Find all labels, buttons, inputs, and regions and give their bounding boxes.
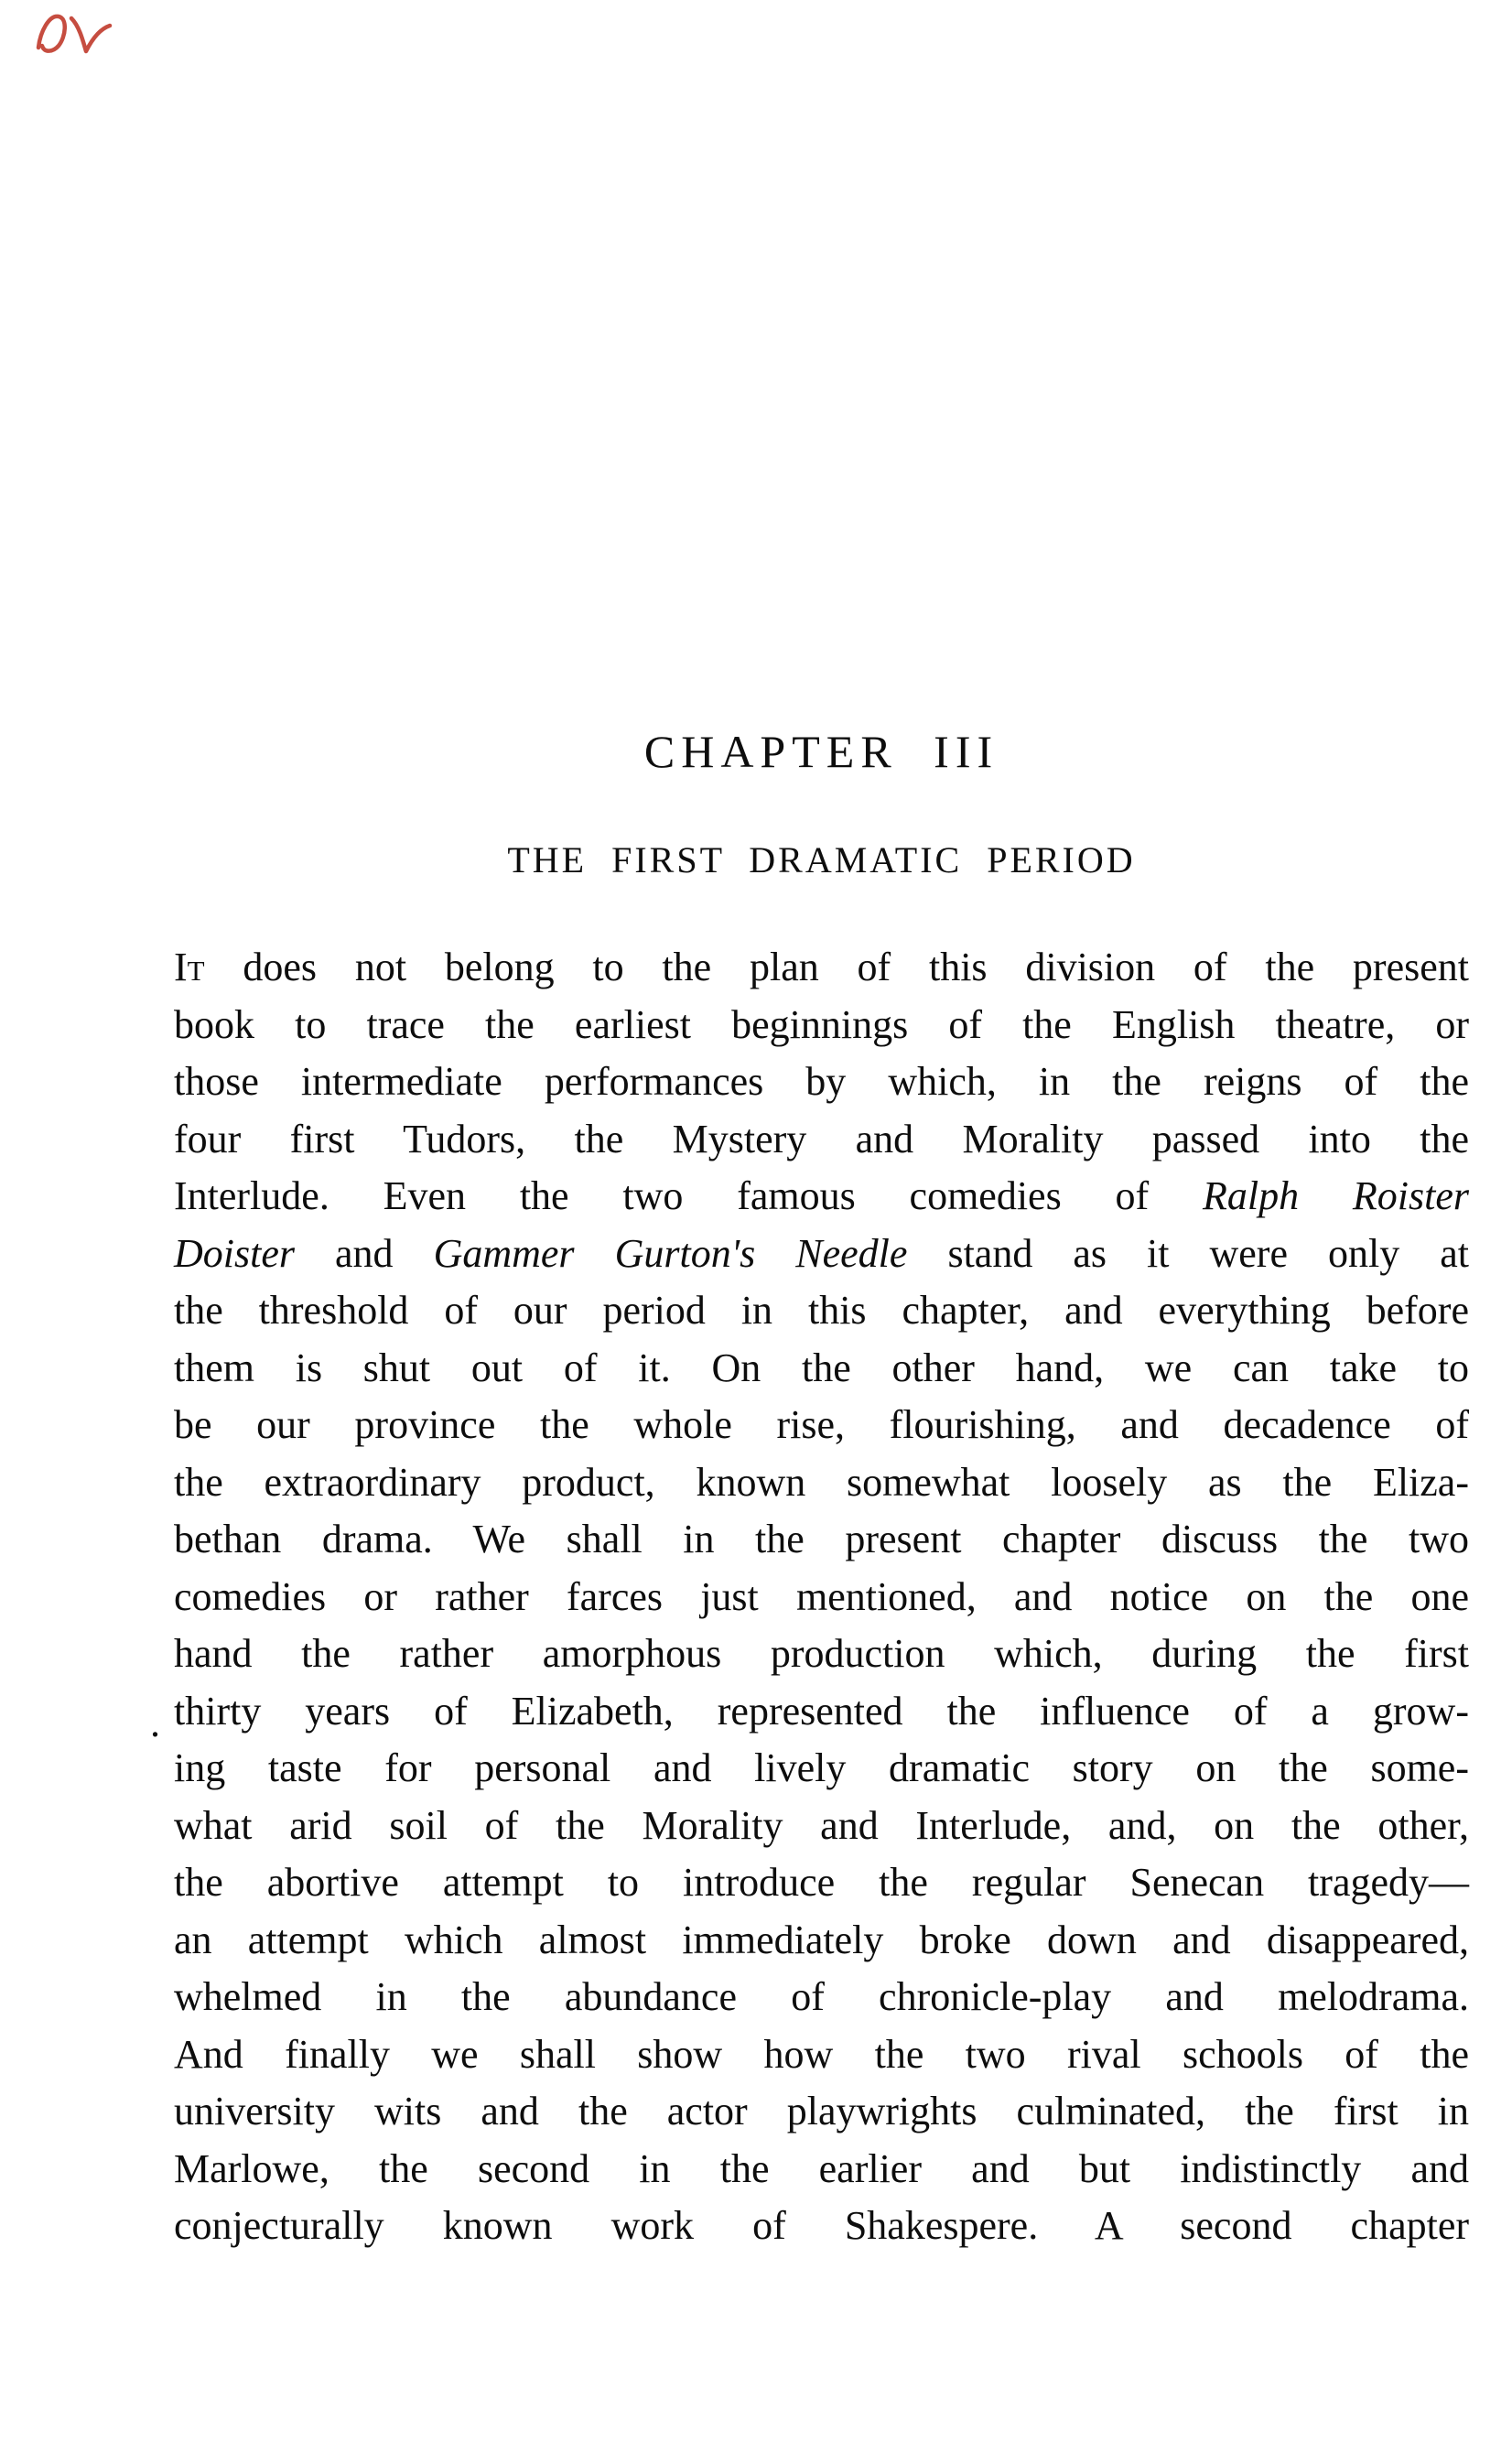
text-line	[174, 939, 1469, 997]
italic-title-text: Gammer Gurton's Needle	[433, 1230, 908, 1276]
text-line	[174, 1569, 1469, 1626]
text-segment: stand as it were only at	[907, 1230, 1469, 1276]
text-line	[174, 1282, 1469, 1340]
text-line	[174, 1740, 1469, 1798]
red-pencil-scribble	[31, 5, 119, 71]
text-segment: It	[174, 945, 205, 989]
text-segment: what arid soil of the Morality and Interlude, and, on the other,	[174, 1802, 1469, 1848]
text-line	[174, 1511, 1469, 1569]
text-segment: comedies or rather farces just mentioned, and notice on the one	[174, 1573, 1469, 1619]
text-segment: does not belong to the plan of this division of the present	[204, 945, 1469, 989]
text-line	[174, 1626, 1469, 1683]
text-segment: ing taste for personal and lively dramatic story on the some-	[174, 1745, 1469, 1790]
text-line	[174, 1340, 1469, 1398]
text-line	[174, 1053, 1469, 1111]
text-segment: the threshold of our period in this chapter, and everything before	[174, 1288, 1469, 1333]
text-segment: an attempt which almost immediately broke down and disappeared,	[174, 1917, 1469, 1962]
text-segment: bethan drama. We shall in the present chapter discuss the two	[174, 1517, 1469, 1561]
text-segment: four first Tudors, the Mystery and Morality passed into the	[174, 1116, 1469, 1161]
text-segment: book to trace the earliest beginnings of the English theatre, or	[174, 1001, 1469, 1047]
margin-dot-artifact: .	[150, 1701, 160, 1745]
text-line	[174, 1854, 1469, 1912]
text-segment: them is shut out of it. On the other hand, we can take to	[174, 1345, 1469, 1390]
text-segment: be our province the whole rise, flourishing, and decadence of	[174, 1402, 1469, 1447]
text-line	[174, 1683, 1469, 1741]
text-segment: thirty years of Elizabeth, represented the influence of a grow-	[174, 1688, 1469, 1734]
text-line	[174, 2198, 1469, 2255]
italic-title-text: Doister	[174, 1230, 295, 1276]
text-segment: and	[295, 1230, 434, 1276]
text-line	[174, 2141, 1469, 2198]
text-line	[174, 1226, 1469, 1283]
paragraph	[174, 939, 1469, 2255]
text-segment: And finally we shall show how the two rival schools of the	[174, 2031, 1469, 2077]
text-line	[174, 1111, 1469, 1169]
text-line	[174, 1168, 1469, 1226]
italic-title-text: Ralph Roister	[1202, 1173, 1469, 1218]
text-line	[174, 2083, 1469, 2141]
section-heading: THE FIRST DRAMATIC PERIOD	[507, 839, 1136, 880]
text-segment: those intermediate performances by which, in the reigns of the	[174, 1059, 1469, 1104]
text-segment: university wits and the actor playwrights culminated, the first in	[174, 2089, 1469, 2134]
text-segment: the extraordinary product, known somewhat loosely as the Eliza-	[174, 1459, 1469, 1505]
text-line	[174, 2026, 1469, 2084]
text-segment: Marlowe, the second in the earlier and but indistinctly and	[174, 2145, 1469, 2191]
text-line	[174, 1912, 1469, 1970]
text-segment: the abortive attempt to introduce the regular Senecan tragedy—	[174, 1860, 1469, 1905]
text-line	[174, 1397, 1469, 1454]
text-line	[174, 1454, 1469, 1512]
text-segment: hand the rather amorphous production which, during the first	[174, 1631, 1469, 1676]
text-segment: whelmed in the abundance of chronicle-play and melodrama.	[174, 1974, 1469, 2019]
text-segment: conjecturally known work of Shakespere. A second chapter	[174, 2203, 1469, 2248]
chapter-heading: CHAPTER III	[643, 726, 999, 777]
text-line	[174, 1798, 1469, 1855]
text-segment: Interlude. Even the two famous comedies of	[174, 1173, 1203, 1218]
text-line	[174, 1969, 1469, 2026]
text-line	[174, 997, 1469, 1054]
